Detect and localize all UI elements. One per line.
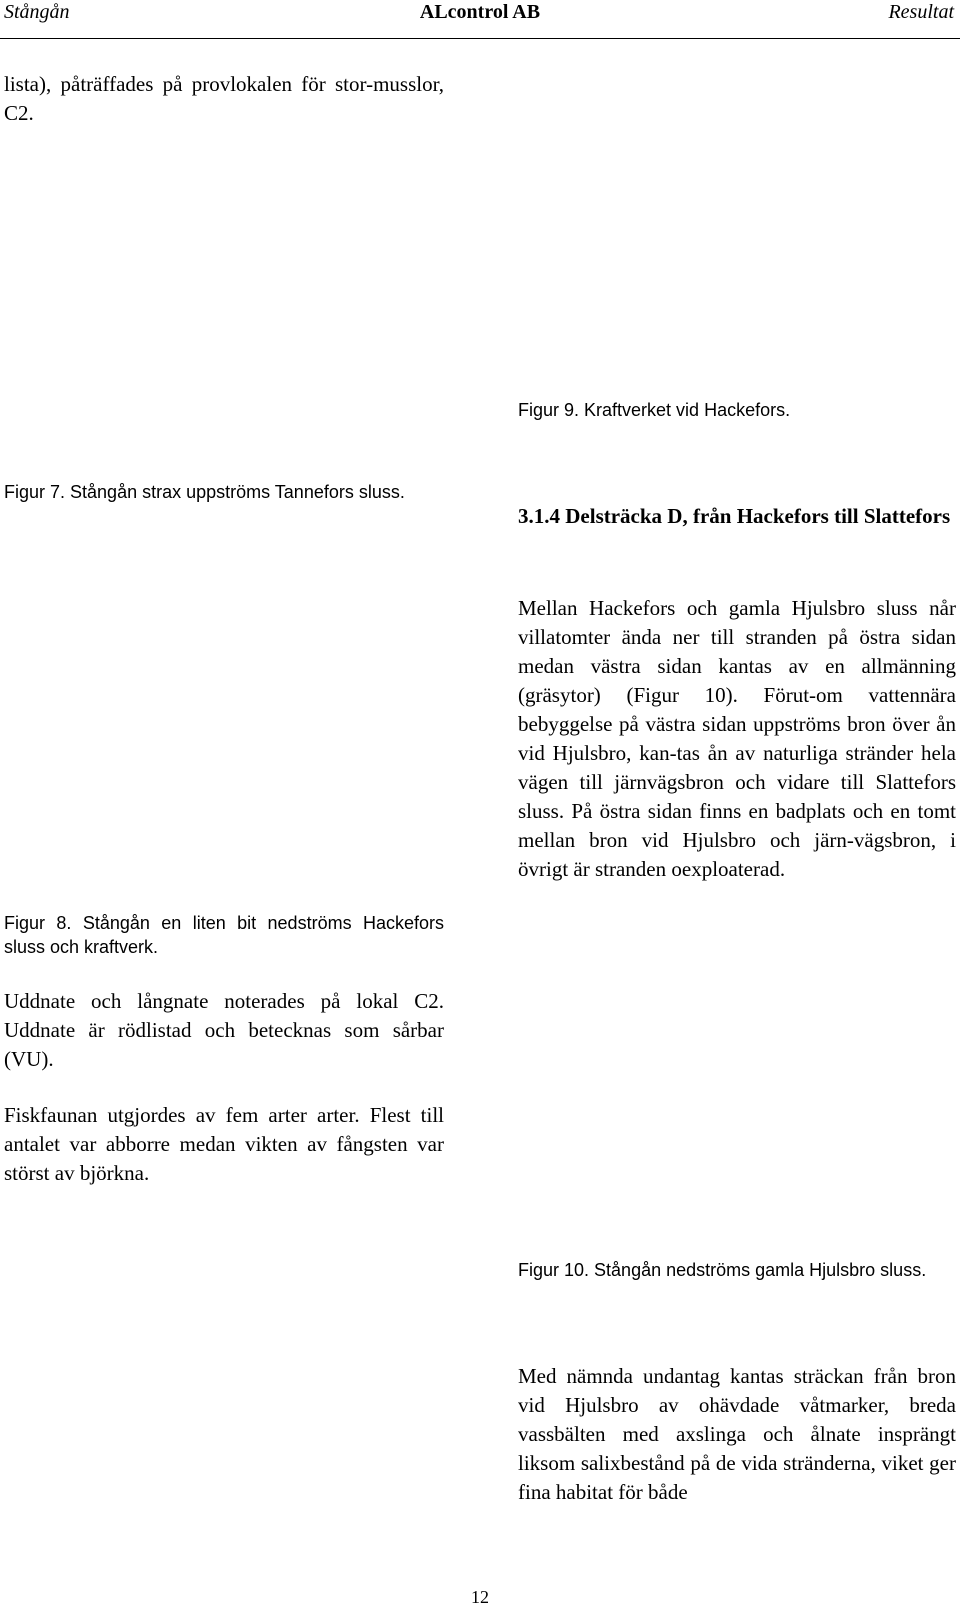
paragraph-uddnate: Uddnate och långnate noterades på lokal C2. Uddnate är rödlistad och betecknas som sårbar (VU). (4, 989, 444, 1071)
figure-9-caption: Figur 9. Kraftverket vid Hackefors. (518, 400, 791, 420)
header-company: ALcontrol AB (419, 1, 541, 23)
header-section-name: Resultat (888, 1, 954, 23)
page-number: 12 (471, 1587, 489, 1607)
figure-7-caption: Figur 7. Stångån strax uppströms Tannefors sluss. (4, 482, 405, 502)
paragraph-mellan-hackefors: Mellan Hackefors och gamla Hjulsbro sluss når villatomter ända ner till stranden på östra sidan medan västra sidan kantas av en allmänning (gräsytor) (Figur 10). Förut-om vattennära bebyggelse på västra sidan uppströms bron över ån vid Hjulsbro, kan-tas ån av naturliga stränder hela vägen till järnvägsbron och vidare till Slattefors sluss. På östra sidan finns en badplats och en tomt mellan bron vid Hjulsbro och järn-vägsbron, i övrigt är stranden oexploaterad. (518, 596, 956, 881)
header-river-name: Stångån (4, 1, 70, 23)
paragraph-fiskfauna: Fiskfaunan utgjordes av fem arter arter. Flest till antalet var abborre medan vikten av fångsten var störst av björkna. (4, 1103, 444, 1185)
page-header (0, 0, 960, 39)
figure-10-caption: Figur 10. Stångån nedströms gamla Hjulsbro sluss. (518, 1260, 927, 1280)
paragraph-med-namnda: Med nämnda undantag kantas sträckan från bron vid Hjulsbro av ohävdade våtmarker, breda vassbälten med axslinga och ålnate insprängt liksom salixbestånd på de vida stränderna, viket ger fina habitat för både (518, 1364, 956, 1504)
section-heading: 3.1.4 Delsträcka D, från Hackefors till Slattefors (518, 504, 951, 528)
figure-8-caption: Figur 8. Stångån en liten bit nedströms Hackefors sluss och kraftverk. (4, 913, 444, 957)
paragraph-intro: lista), påträffades på provlokalen för stor-musslor, C2. (4, 72, 444, 125)
